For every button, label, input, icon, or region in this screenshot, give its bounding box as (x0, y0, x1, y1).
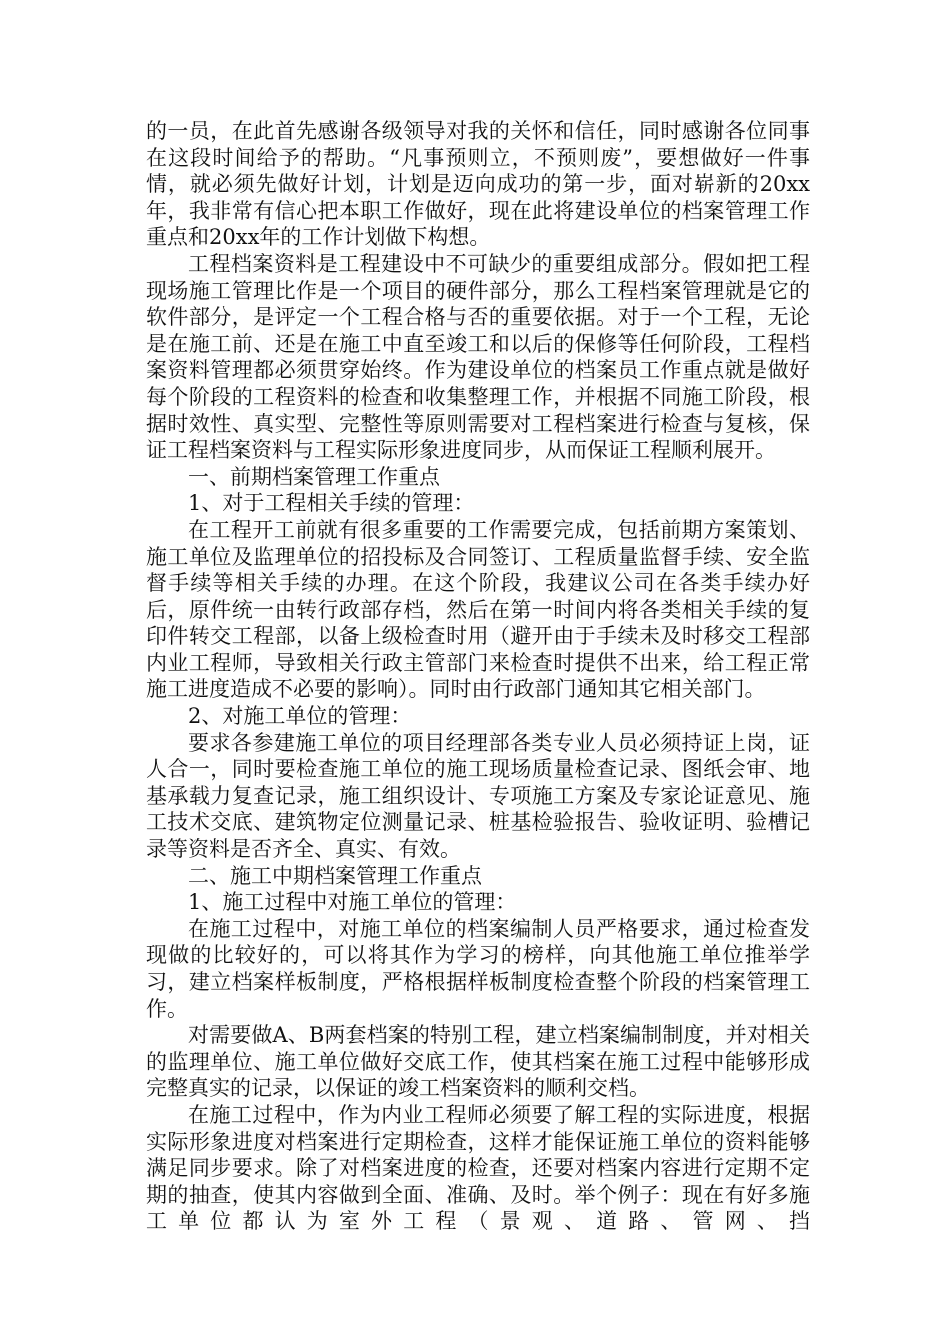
document-body (146, 118, 810, 1235)
paragraph-intro: 的一员，在此首先感谢各级领导对我的关怀和信任，同时感谢各位同事在这段时间给予的帮助。“凡事预则立，不预则废”，要想做好一件事情，就必须先做好计划，计划是迈向成功的第一步，面对崭新的20xx年，我非常有信心把本职工作做好，现在此将建设单位的档案管理工作重点和20xx年的工作计划做下构想。 (146, 119, 810, 250)
heading-mid-stage: 二、施工中期档案管理工作重点 (188, 863, 482, 888)
subheading-construction-process: 1、施工过程中对施工单位的管理： (188, 890, 517, 915)
paragraph-archive-staff: 在施工过程中，对施工单位的档案编制人员严格要求，通过检查发现做的比较好的，可以将其作为学习的榜样，向其他施工单位推举学习，建立档案样板制度，严格根据样板制度检查整个阶段的档案管理工作。 (146, 916, 810, 1021)
paragraph-procedures: 在工程开工前就有很多重要的工作需要完成，包括前期方案策划、施工单位及监理单位的招投标及合同签订、工程质量监督手续、安全监督手续等相关手续的办理。在这个阶段，我建议公司在各类手续办好后，原件统一由转行政部存档，然后在第一时间内将各类相关手续的复印件转交工程部，以备上级检查时用（避开由于手续未及时移交工程部内业工程师，导致相关行政主管部门来检查时提供不出来，给工程正常施工进度造成不必要的影响）。同时由行政部门通知其它相关部门。 (146, 517, 810, 702)
paragraph-contractors: 要求各参建施工单位的项目经理部各类专业人员必须持证上岗，证人合一，同时要检查施工单位的施工现场质量检查记录、图纸会审、地基承载力复查记录，施工组织设计、专项施工方案及专家论证意见、施工技术交底、建筑物定位测量记录、桩基检验报告、验收证明、验槽记录等资料是否齐全、真实、有效。 (146, 730, 810, 862)
paragraph-progress-check: 在施工过程中，作为内业工程师必须要了解工程的实际进度，根据实际形象进度对档案进行定期检查，这样才能保证施工单位的资料能够满足同步要求。除了对档案进度的检查，还要对档案内容进行定期不定期的抽查，使其内容做到全面、准确、及时。举个例子：现在有好多施工单位都认为室外工程（景观、道路、管网、挡 (146, 1102, 810, 1234)
paragraph-archive-importance: 工程档案资料是工程建设中不可缺少的重要组成部分。假如把工程现场施工管理比作是一个项目的硬件部分，那么工程档案管理就是它的软件部分，是评定一个工程合格与否的重要依据。对于一个工程，无论是在施工前、还是在施工中直至竣工和以后的保修等任何阶段，工程档案资料管理都必须贯穿始终。作为建设单位的档案员工作重点就是做好每个阶段的工程资料的检查和收集整理工作，并根据不同施工阶段，根据时效性、真实型、完整性等原则需要对工程档案进行检查与复核，保证工程档案资料与工程实际形象进度同步，从而保证工程顺利展开。 (146, 251, 810, 463)
subheading-procedures: 1、对于工程相关手续的管理： (188, 491, 475, 516)
heading-early-stage: 一、前期档案管理工作重点 (188, 464, 440, 489)
subheading-contractors: 2、对施工单位的管理： (188, 704, 412, 729)
paragraph-ab-archives: 对需要做A、B两套档案的特别工程，建立档案编制制度，并对相关的监理单位、施工单位做好交底工作，使其档案在施工过程中能够形成完整真实的记录，以保证的竣工档案资料的顺利交档。 (146, 1023, 810, 1101)
